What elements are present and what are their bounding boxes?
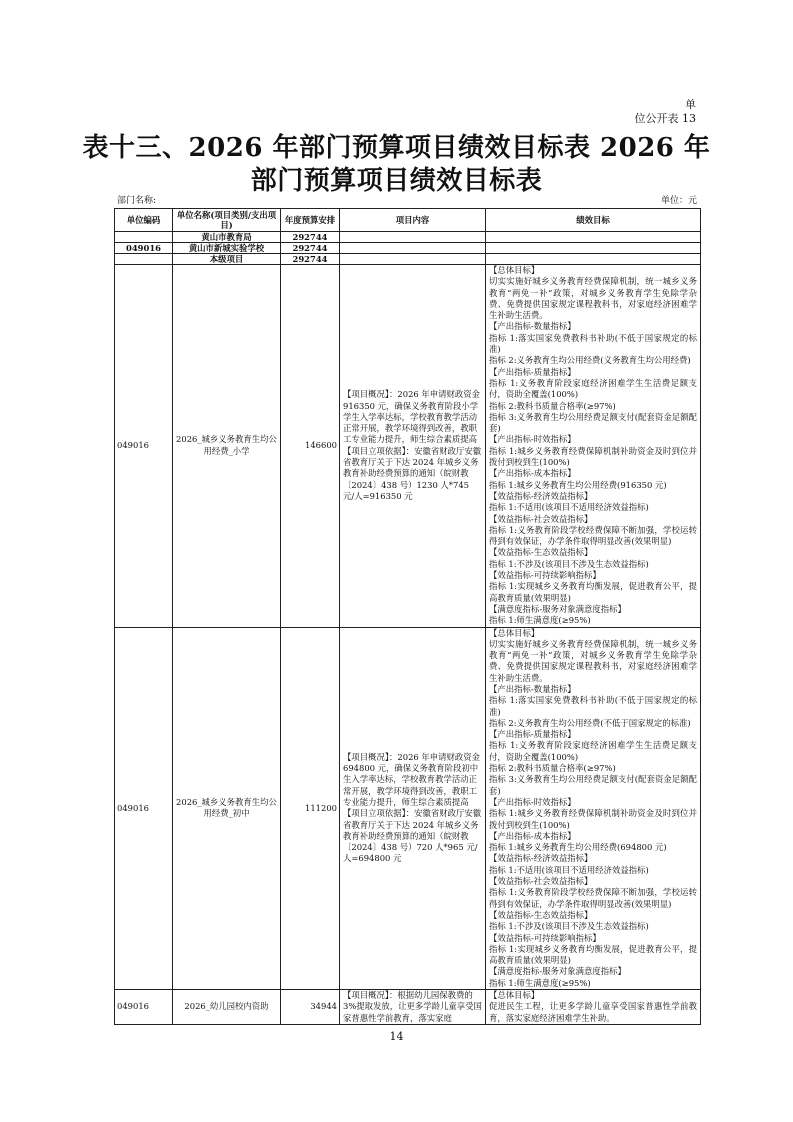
project-code: 049016 — [115, 627, 173, 990]
goal-line: 指标 1:城乡义务教育经费保障机制补助资金及时到位并拨付到校到生(100%) — [489, 808, 697, 830]
summary-code: 049016 — [115, 243, 173, 254]
goal-line: 【产出指标-数量指标】 — [489, 321, 576, 332]
summary-row — [115, 254, 701, 265]
col-header-name: 单位名称(项目类别/支出项目) — [173, 209, 281, 232]
goal-line: 指标 1:义务教育阶段学校经费保障不断加强，学校运转得到有效保证，办学条件取得明显改善(效果明显) — [489, 524, 697, 547]
goal-line: 【效益指标-经济效益指标】 — [489, 853, 593, 864]
project-amount: 146600 — [281, 265, 340, 628]
summary-row — [115, 243, 701, 254]
goal-line: 指标 2:教科书质量合格率(≥97%) — [489, 763, 616, 774]
goal-line: 指标 1:不适用(该项目不适用经济效益指标) — [489, 502, 649, 513]
goal-line: 【效益指标-生态效益指标】 — [489, 547, 593, 558]
goal-line: 促进民生工程，让更多学龄儿童享受国家普惠性学前教育，落实家庭经济困难学生补助。 — [489, 1001, 697, 1023]
project-row — [115, 990, 701, 1025]
goal-line: 指标 1:义务教育阶段家庭经济困难学生生活费足额支付，资助全覆盖(100%) — [489, 740, 697, 762]
goal-line: 指标 2:义务教育生均公用经费(不低于国家规定的标准) — [489, 717, 691, 728]
project-code: 049016 — [115, 990, 173, 1025]
unit-label: 单位：元 — [660, 196, 697, 206]
department-label: 部门名称: — [117, 196, 157, 206]
summary-code — [115, 232, 173, 243]
table-number-line2: 位公开表 13 — [634, 112, 696, 125]
goal-line: 指标 2:教科书质量合格率(≥97%) — [489, 400, 616, 411]
goal-line: 【产出指标-成本指标】 — [489, 830, 576, 841]
goal-line: 指标 1:不适用(该项目不适用经济效益指标) — [489, 864, 649, 875]
page-title-line2: 部门预算项目绩效目标表 — [250, 166, 543, 196]
goal-line: 【满意度指标-服务对象满意度指标】 — [489, 966, 626, 977]
content-paragraph: 【项目立项依据】：安徽省财政厅安徽省教育厅关于下达 2024 年城乡义务教育补助经费预算的通知（皖财教〔2024〕438 号）720 人*965 元/人=694800 元 — [343, 808, 482, 864]
goal-line: 【产出指标-质量指标】 — [489, 729, 576, 740]
goal-line: 切实实施好城乡义务教育经费保障机制，统一城乡义务教育“两免一补”政策，对城乡义务教育学生免除学杂费、免费提供国家规定课程教科书，对家庭经济困难学生补助生活费。 — [489, 638, 697, 683]
project-content — [340, 265, 486, 628]
goal-line: 指标 1:落实国家免费教科书补助(不低于国家规定的标准) — [489, 695, 697, 717]
project-name: 2026_幼儿园校内资助 — [173, 990, 281, 1025]
project-goals — [486, 265, 701, 628]
goal-line: 指标 1:实现城乡义务教育均衡发展，促进教育公平，提高教育质量(效果明显) — [489, 943, 697, 966]
page-title-line1: 表十三、2026 年部门预算项目绩效目标表 2026 年 — [82, 133, 711, 163]
project-goals — [486, 990, 701, 1025]
goal-line: 指标 3:义务教育生均公用经费足额支付(配套资金足额配套) — [489, 411, 697, 434]
goal-line: 指标 1:实现城乡义务教育均衡发展，促进教育公平，提高教育质量(效果明显) — [489, 581, 697, 603]
goal-line: 【效益指标-社会效益指标】 — [489, 513, 593, 524]
summary-name: 本级项目 — [173, 254, 281, 265]
goal-line: 指标 1:义务教育阶段学校经费保障不断加强，学校运转得到有效保证，办学条件取得明显改善(效果明显) — [489, 887, 697, 909]
goal-line: 【产出指标-数量指标】 — [489, 683, 576, 694]
goal-line: 指标 1:师生满意度(≥95%) — [489, 977, 591, 988]
goal-line: 【产出指标-质量指标】 — [489, 366, 576, 377]
page-number: 14 — [389, 1030, 404, 1043]
summary-code — [115, 254, 173, 265]
goal-line: 【效益指标-生态效益指标】 — [489, 909, 593, 920]
col-header-goals: 绩效目标 — [486, 209, 701, 232]
goal-line: 【产出指标-时效指标】 — [489, 796, 576, 807]
project-row — [115, 627, 701, 990]
col-header-content: 项目内容 — [340, 209, 486, 232]
goal-line: 【效益指标-可持续影响指标】 — [489, 570, 601, 581]
goal-line: 【产出指标-时效指标】 — [489, 434, 576, 445]
goal-line: 【满意度指标-服务对象满意度指标】 — [489, 603, 626, 614]
project-content — [340, 990, 486, 1025]
col-header-amount: 年度预算安排 — [281, 209, 340, 232]
goal-line: 【总体目标】 — [489, 265, 540, 275]
project-amount: 111200 — [281, 627, 340, 990]
goal-line: 指标 2:义务教育生均公用经费(义务教育生均公用经费) — [489, 355, 691, 366]
goal-line: 指标 1:城乡义务教育经费保障机制补助资金及时到位并拨付到校到生(100%) — [489, 445, 697, 468]
summary-row — [115, 232, 701, 243]
goal-line: 指标 1:不涉及(该项目不涉及生态效益指标) — [489, 921, 649, 932]
project-name: 2026_城乡义务教育生均公用经费_初中 — [173, 627, 281, 990]
content-paragraph: 【项目立项依据】：安徽省财政厅安徽省教育厅关于下达 2024 年城乡义务教育补助经费预算的通知（皖财教〔2024〕438 号）1230 人*745 元/人=916350 元 — [343, 445, 482, 501]
goal-line: 【效益指标-可持续影响指标】 — [489, 932, 601, 943]
content-paragraph: 【项目概况】：2026 年申请财政资金 694800 元，确保义务教育阶段初中生入学率达标，学校教育教学活动正常开展，教学环境得到改善，教职工专业能力提升，师生综合素质提高 — [343, 751, 481, 807]
goal-line: 指标 1:义务教育阶段家庭经济困难学生生活费足额支付，资助全覆盖(100%) — [489, 377, 697, 400]
content-paragraph: 【项目概况】：2026 年申请财政资金 916350 元，确保义务教育阶段小学学生入学率达标，学校教育教学活动正常开展，教学环境得到改善，教职工专业能力提升，师生综合素质提高 — [343, 389, 481, 445]
col-header-code: 单位编码 — [115, 209, 173, 232]
performance-table — [114, 208, 701, 1025]
project-goals — [486, 627, 701, 990]
goal-line: 【总体目标】 — [489, 627, 540, 638]
goal-line: 【效益指标-经济效益指标】 — [489, 490, 593, 501]
table-number-line1: 单 — [685, 98, 696, 111]
header-row — [115, 209, 701, 232]
project-code: 049016 — [115, 265, 173, 628]
goal-line: 指标 1:城乡义务教育生均公用经费(916350 元) — [489, 479, 667, 490]
goal-line: 【总体目标】 — [489, 990, 540, 1000]
summary-amount: 292744 — [281, 254, 340, 265]
project-name: 2026_城乡义务教育生均公用经费_小学 — [173, 265, 281, 628]
summary-name: 黄山市教育局 — [173, 232, 281, 243]
goal-line: 【效益指标-社会效益指标】 — [489, 876, 593, 887]
summary-amount: 292744 — [281, 232, 340, 243]
project-row — [115, 265, 701, 628]
goal-line: 指标 3:义务教育生均公用经费足额支付(配套资金足额配套) — [489, 774, 697, 796]
project-amount: 34944 — [281, 990, 340, 1025]
project-content — [340, 627, 486, 990]
goal-line: 切实实施好城乡义务教育经费保障机制，统一城乡义务教育“两免一补”政策，对城乡义务教育学生免除学杂费、免费提供国家规定课程教科书，对家庭经济困难学生补助生活费。 — [489, 276, 697, 321]
goal-line: 【产出指标-成本指标】 — [489, 468, 576, 479]
content-paragraph: 【项目概况】：根据幼儿园保教费的 3%提取发放，让更多学龄儿童享受国家普惠性学前教育，落实家庭 — [343, 990, 482, 1023]
summary-amount: 292744 — [281, 243, 340, 254]
summary-name: 黄山市新城实验学校 — [173, 243, 281, 254]
goal-line: 指标 1:城乡义务教育生均公用经费(694800 元) — [489, 842, 667, 853]
goal-line: 指标 1:师生满意度(≥95%) — [489, 615, 591, 626]
goal-line: 指标 1:不涉及(该项目不涉及生态效益指标) — [489, 558, 649, 569]
goal-line: 指标 1:落实国家免费教科书补助(不低于国家规定的标准) — [489, 332, 697, 355]
